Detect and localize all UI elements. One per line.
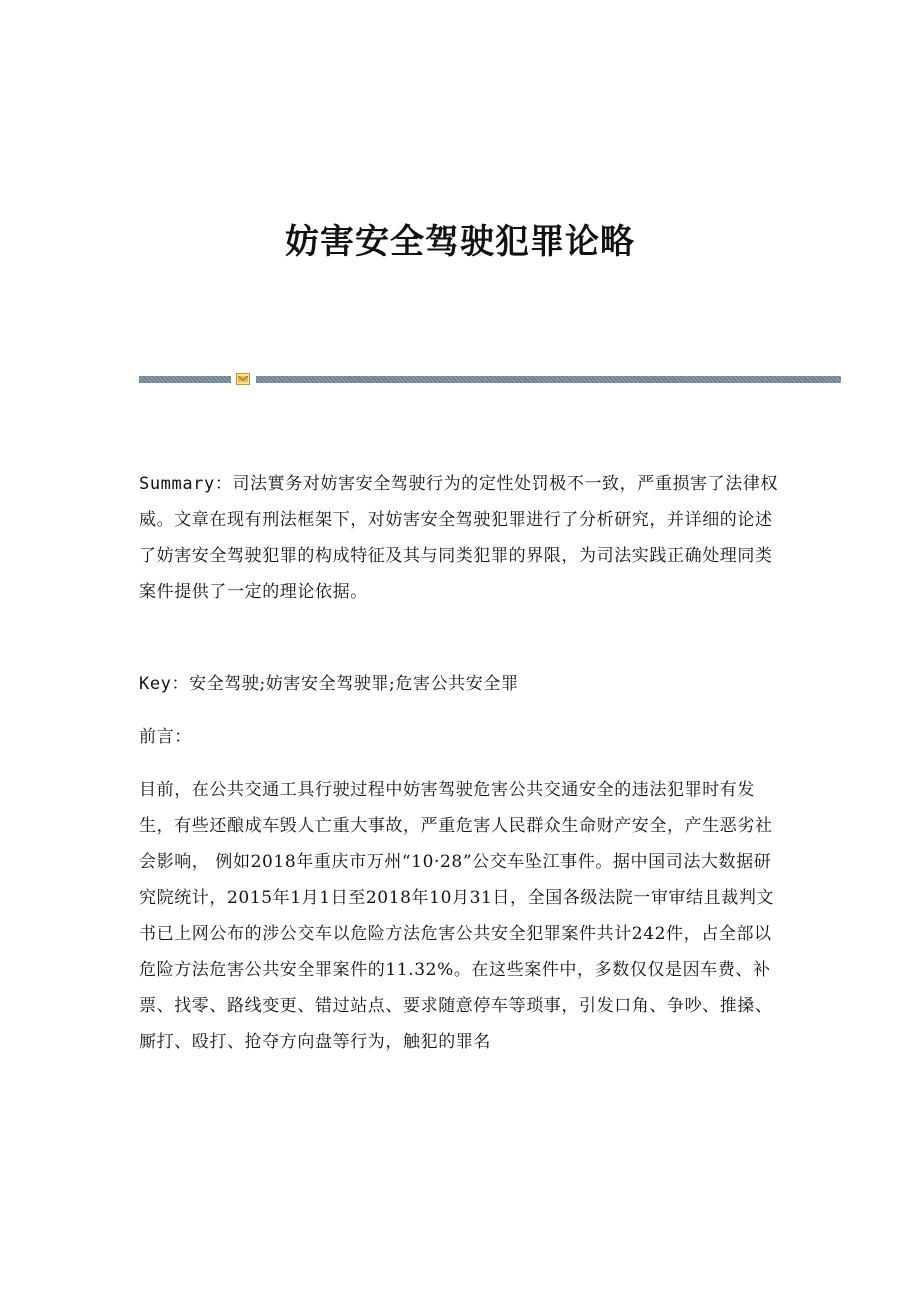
- summary-text: 司法實务对妨害安全驾驶行为的定性处罚极不一致，严重损害了法律权威。文章在现有刑法框架下，对妨害安全驾驶犯罪进行了分析研究，并详细的论述了妨害安全驾驶犯罪的构成特征及其与同类犯罪的界限，为司法实践正确处理同类案件提供了一定的理论依据。: [139, 474, 779, 602]
- envelope-emblem-icon: [236, 373, 250, 385]
- document-title: 妨害安全驾驶犯罪论略: [285, 222, 635, 262]
- summary-paragraph: [139, 466, 781, 610]
- keywords-paragraph: [139, 666, 781, 702]
- title-divider: [139, 373, 841, 385]
- intro-paragraph: 目前，在公共交通工具行驶过程中妨害驾驶危害公共交通安全的违法犯罪时有发生，有些还酿成车毁人亡重大事故，严重危害人民群众生命财产安全，产生恶劣社会影响， 例如2018年重庆市万州“10·28”公交车坠江事件。据中国司法大数据研究院统计，2015年1月1日至2018年10月31日，全国各级法院一审审结且裁判文书已上网公布的涉公交车以危险方法危害公共安全犯罪案件共计242件，占全部以危险方法危害公共安全罪案件的11.32%。在这些案件中，多数仅仅是因车费、补票、找零、路线变更、错过站点、要求随意停车等琐事，引发口角、争吵、推搡、厮打、殴打、抢夺方向盘等行为，触犯的罪名: [139, 780, 775, 1052]
- foreword-heading: 前言：: [139, 727, 192, 747]
- divider-bar-right: [256, 376, 841, 383]
- keywords-text: 安全驾驶;妨害安全驾驶罪;危害公共安全罪: [189, 674, 519, 694]
- summary-label: Summary：: [139, 474, 233, 494]
- keywords-label: Key：: [139, 674, 190, 694]
- divider-bar-left: [139, 376, 231, 383]
